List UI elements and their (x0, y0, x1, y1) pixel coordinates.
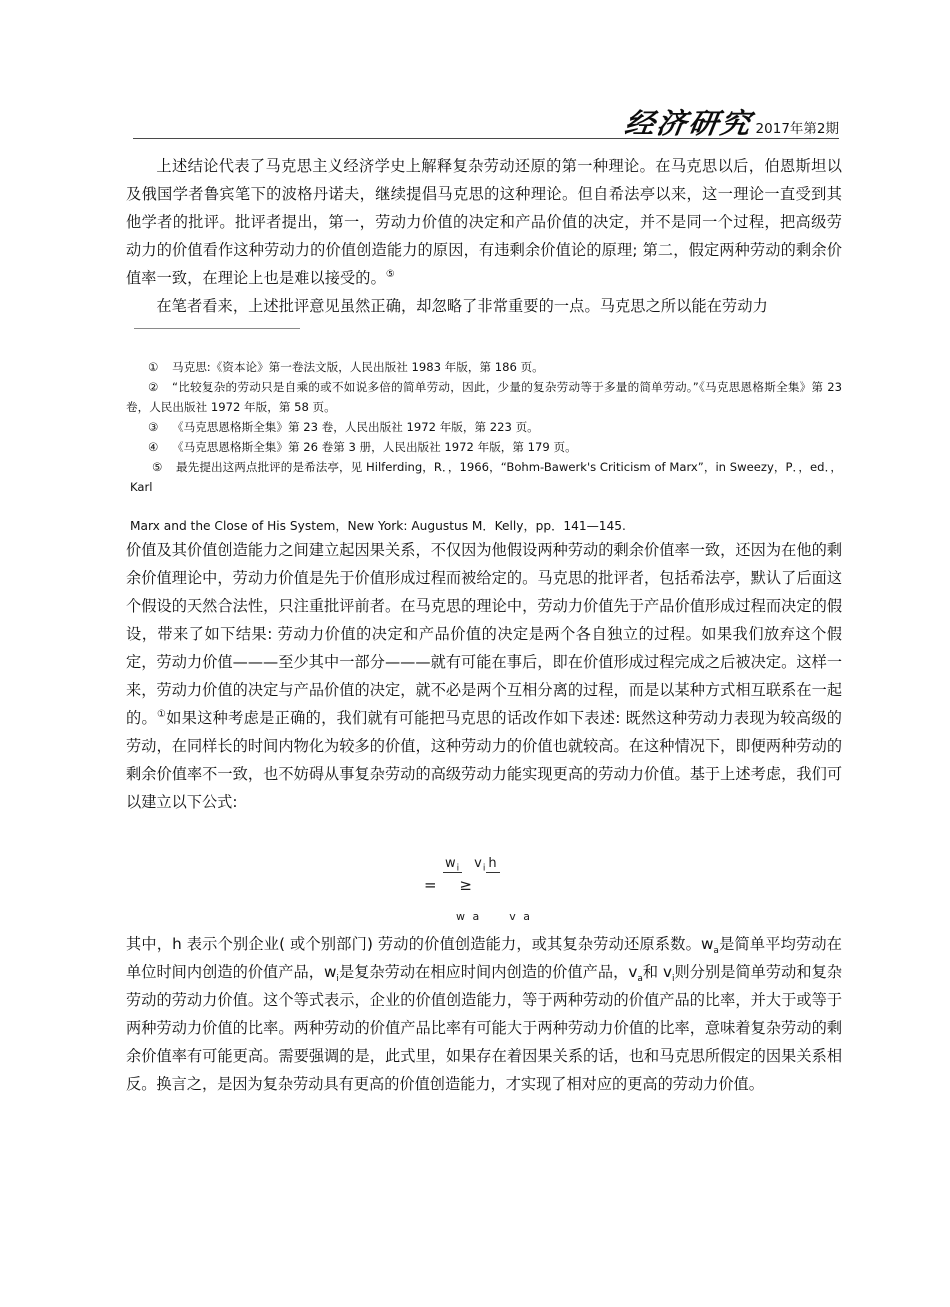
formula-w-subscript: i (456, 863, 461, 874)
footnote-ref-1: ① (156, 708, 167, 720)
para-after-t1: 其中，h 表示个别企业( 或个别部门) 劳动的价值创造能力，或其复杂劳动还原系数。w (126, 935, 714, 953)
paragraph-top-text: 上述结论代表了马克思主义经济学史上解释复杂劳动还原的第一种理论。在马克思以后，伯恩斯坦以及俄国学者鲁宾笔下的波格丹诺夫，继续提倡马克思的这种理论。但自希法亭以来，这一理论一直受到其他学者的批评。批评者提出，第一，劳动力价值的决定和产品价值的决定，并不是同一个过程，把高级劳动力的价值看作这种劳动力的价值创造能力的原因，有违剩余价值论的原理; 第二，假定两种劳动的剩余价值率一致，在理论上也是难以接受的。 (126, 157, 842, 287)
formula-operators: = ≥ (424, 876, 481, 894)
para-after-t2: 是简单平均劳动在单位时间内创造的价值产品，w (126, 935, 842, 981)
paragraph-main-text-a: 价值及其价值创造能力之间建立起因果关系，不仅因为他假设两种劳动的剩余价值率一致，还因为在他的剩余价值理论中，劳动力价值是先于价值形成过程而被给定的。马克思的批评者，包括希法亭，默认了后面这个假设的天然合法性，只注重批评前者。在马克思的理论中，劳动力价值先于产品价值形成过程而决定的假设，带来了如下结果: 劳动力价值的决定和产品价值的决定是两个各自独立的过程。如果我们放弃这个假定，劳动力价值———至少其中一部分———就有可能在事后，即在价值形成过程完成之后被决定。这样一来，劳动力价值的决定与产品价值的决定，就不必是两个互相分离的过程，而是以某种方式相互联系在一起的。 (126, 541, 842, 727)
para-after-s2: i (336, 974, 339, 985)
footnote-continuation: Marx and the Close of His System，New York: Augustus M．Kelly，pp．141—145. (130, 519, 626, 533)
footnote-item (126, 377, 842, 417)
formula-v-subscript: i (482, 863, 487, 874)
footnote-marker: ① (148, 360, 159, 374)
para-after-s1: a (713, 946, 719, 957)
footnote-item (126, 417, 842, 437)
para-after-t5: 则分别是简单劳动和复杂劳动的劳动力价值。这个等式表示，企业的价值创造能力，等于两种劳动的价值产品的比率，并大于或等于两种劳动力价值的比率。两种劳动的价值产品比率有可能大于两种劳动力价值的比率，意味着复杂劳动的剩余价值率有可能更高。需要强调的是，此式里，如果存在着因果关系的话，也和马克思所假定的因果关系相反。换言之，是因为复杂劳动具有更高的价值创造能力，才实现了相对应的更高的劳动力价值。 (126, 963, 843, 1093)
footnote-text: 《马克思恩格斯全集》第 23 卷，人民出版社 1972 年版，第 223 页。 (172, 420, 539, 434)
formula-v-symbol: v (474, 856, 483, 871)
header-rule (133, 138, 839, 139)
footnote-separator (134, 328, 300, 329)
para-after-s4: i (671, 974, 675, 985)
footnote-item (126, 357, 842, 377)
footnote-text: 《马克思恩格斯全集》第 26 卷第 3 册，人民出版社 1972 年版，第 179 页。 (172, 440, 577, 454)
paragraph-two-text: 在笔者看来，上述批评意见虽然正确，却忽略了非常重要的一点。马克思之所以能在劳动力 (156, 297, 768, 315)
footnote-text: 最先提出这两点批评的是希法亭，见 Hilferding，R．，1966，“Bohm-Bawerk's Criticism of Marx”，in Sweezy，P．，ed．，Karl (130, 460, 842, 494)
issue-label: 2017年第2期 (755, 120, 839, 137)
para-after-s3: a (637, 974, 643, 985)
paragraph-after-formula (126, 930, 842, 1098)
footnote-marker: ④ (148, 440, 159, 454)
formula-denominators (456, 910, 532, 923)
formula-va-denominator: v a (509, 910, 532, 923)
footnote-list (126, 357, 842, 497)
footnote-marker: ③ (148, 420, 159, 434)
paragraph-main (126, 536, 842, 816)
formula-numerators (443, 856, 500, 874)
footnote-item (126, 437, 842, 457)
footnote-text: “比较复杂的劳动只是自乘的或不如说多倍的简单劳动，因此，少量的复杂劳动等于多量的简单劳动。”《马克思恩格斯全集》第 23 卷，人民出版社 1972 年版，第 58 页。 (126, 380, 842, 414)
footnote-item (126, 457, 842, 497)
formula-w-numerator (443, 856, 462, 873)
paragraph-two (126, 292, 842, 320)
formula-block (126, 856, 842, 934)
para-after-t4: 和 v (642, 963, 672, 981)
formula-wa-denominator: w a (456, 910, 482, 923)
journal-logo: 经济研究 (622, 107, 754, 140)
formula-w-symbol: w (445, 856, 457, 871)
paragraph-main-text-b: 如果这种考虑是正确的，我们就有可能把马克思的话改作如下表述: 既然这种劳动力表现为较高级的劳动，在同样长的时间内物化为较多的价值，这种劳动力的价值也就较高。在这种情况下，即便两种劳动的剩余价值率不一致，也不妨碍从事复杂劳动的高级劳动力能实现更高的劳动力价值。基于上述考虑，我们可以建立以下公式: (126, 709, 842, 811)
running-head (133, 96, 839, 138)
footnote-text: 马克思:《资本论》第一卷法文版，人民出版社 1983 年版，第 186 页。 (172, 360, 544, 374)
footnote-ref-5: ⑤ (385, 268, 395, 280)
para-after-t3: 是复杂劳动在相应时间内创造的价值产品，v (338, 963, 638, 981)
paragraph-top (126, 152, 842, 292)
footnote-marker: ② (148, 380, 159, 394)
footnote-marker: ⑤ (152, 460, 163, 474)
formula-h-variable: h (488, 856, 498, 871)
